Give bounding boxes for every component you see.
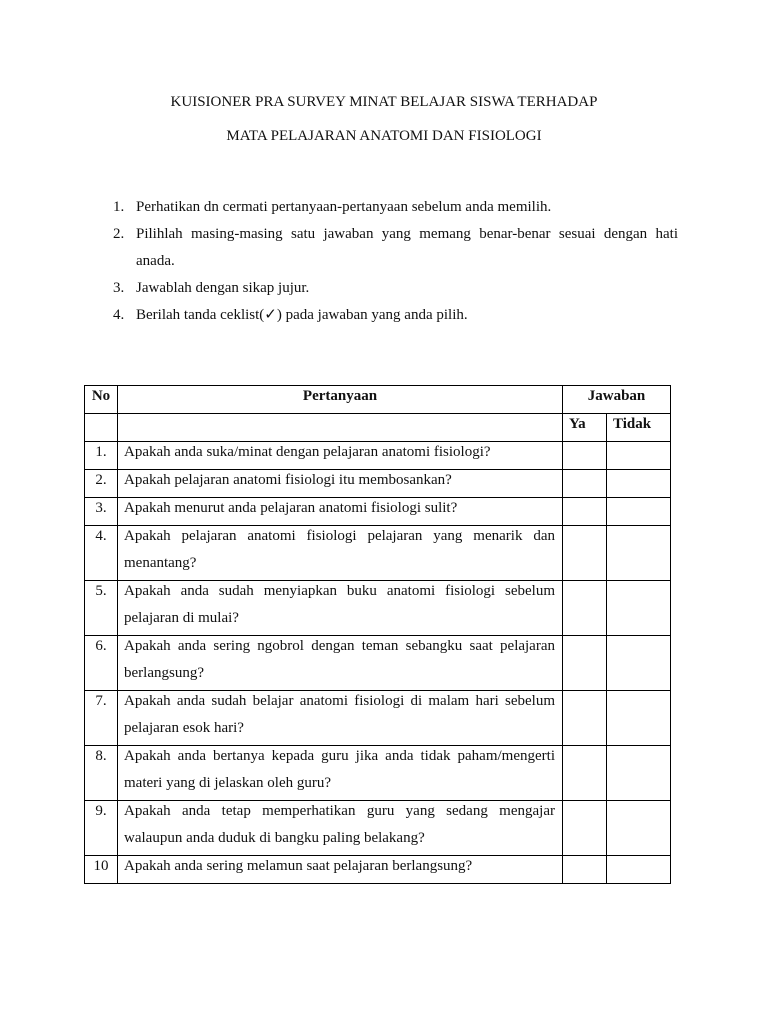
answer-no-cell xyxy=(607,691,671,746)
question-line: Apakah anda sudah menyiapkan buku anatomi fisiologi sebelum xyxy=(124,582,555,599)
question-line: walaupun anda duduk di bangku paling belakang? xyxy=(124,829,425,846)
question-text-cell xyxy=(118,856,563,884)
question-number: 9. xyxy=(95,802,107,819)
question-line: Apakah menurut anda pelajaran anatomi fisiologi sulit? xyxy=(124,499,458,516)
question-line: Apakah anda sering melamun saat pelajaran berlangsung? xyxy=(124,857,473,874)
instruction-line: anada. xyxy=(136,253,175,269)
question-number: 2. xyxy=(95,471,107,488)
question-number-cell xyxy=(85,856,118,884)
answer-yes-cell xyxy=(563,581,607,636)
question-number: 6. xyxy=(95,637,107,654)
instruction-text xyxy=(136,302,678,329)
question-row xyxy=(85,801,671,856)
instruction-item xyxy=(113,221,678,275)
question-line: pelajaran esok hari? xyxy=(124,719,244,736)
question-line: Apakah anda sudah belajar anatomi fisiologi di malam hari sebelum xyxy=(124,692,555,709)
question-line: materi yang di jelaskan oleh guru? xyxy=(124,774,332,791)
header-no-cell xyxy=(607,414,671,442)
question-number-cell xyxy=(85,691,118,746)
answer-yes-cell xyxy=(563,470,607,498)
question-text xyxy=(118,688,562,742)
question-text xyxy=(118,578,562,632)
question-number-cell xyxy=(85,746,118,801)
instruction-list xyxy=(113,194,678,329)
question-line: pelajaran di mulai? xyxy=(124,609,239,626)
instruction-line: Perhatikan dn cermati pertanyaan-pertanyaan sebelum anda memilih. xyxy=(136,199,552,215)
question-row xyxy=(85,746,671,801)
document-title-line-1: KUISIONER PRA SURVEY MINAT BELAJAR SISWA TERHADAP xyxy=(170,94,598,110)
header-answer-cell xyxy=(563,386,671,414)
instruction-number: 1. xyxy=(113,199,125,215)
answer-no-cell xyxy=(607,442,671,470)
question-number: 8. xyxy=(95,747,107,764)
question-line: Apakah anda bertanya kepada guru jika anda tidak paham/mengerti xyxy=(124,747,555,764)
question-number-cell xyxy=(85,801,118,856)
question-text xyxy=(118,798,562,852)
header-question-cell xyxy=(118,386,563,414)
table-header-row xyxy=(85,386,671,414)
header-number-cell xyxy=(85,386,118,414)
question-number: 1. xyxy=(95,443,107,460)
question-text xyxy=(118,467,562,494)
question-row xyxy=(85,691,671,746)
answer-no-cell xyxy=(607,526,671,581)
question-row xyxy=(85,470,671,498)
instruction-number: 4. xyxy=(113,307,125,323)
question-text-cell xyxy=(118,498,563,526)
question-text xyxy=(118,439,562,466)
question-line: Apakah pelajaran anatomi fisiologi pelajaran yang menarik dan xyxy=(124,527,555,544)
instruction-item xyxy=(113,194,678,221)
question-text xyxy=(118,743,562,797)
question-line: Apakah anda tetap memperhatikan guru yang sedang mengajar xyxy=(124,802,555,819)
question-text-cell xyxy=(118,526,563,581)
header-answer: Jawaban xyxy=(587,387,646,404)
instruction-item xyxy=(113,275,678,302)
answer-yes-cell xyxy=(563,801,607,856)
question-text xyxy=(118,853,562,880)
question-text-cell xyxy=(118,746,563,801)
instruction-text xyxy=(136,221,678,275)
question-row xyxy=(85,636,671,691)
question-line: berlangsung? xyxy=(124,664,204,681)
question-text xyxy=(118,523,562,577)
question-number: 3. xyxy=(95,499,107,516)
question-number: 4. xyxy=(95,527,107,544)
answer-yes-cell xyxy=(563,526,607,581)
answer-yes-cell xyxy=(563,856,607,884)
instruction-text xyxy=(136,275,678,302)
answer-no-cell xyxy=(607,801,671,856)
instruction-number: 3. xyxy=(113,280,125,296)
question-text-cell xyxy=(118,691,563,746)
question-text-cell xyxy=(118,636,563,691)
question-row xyxy=(85,581,671,636)
subheader-empty-cell xyxy=(85,414,118,442)
instruction-number: 2. xyxy=(113,226,125,242)
question-text-cell xyxy=(118,581,563,636)
answer-no-cell xyxy=(607,746,671,801)
answer-no-cell xyxy=(607,856,671,884)
question-text-cell xyxy=(118,442,563,470)
answer-yes-cell xyxy=(563,442,607,470)
question-number: 5. xyxy=(95,582,107,599)
questionnaire-table xyxy=(84,385,671,884)
question-text-cell xyxy=(118,470,563,498)
header-yes: Ya xyxy=(569,415,586,432)
instruction-line: Berilah tanda ceklist(✓) pada jawaban yang anda pilih. xyxy=(136,307,468,323)
document-title-line-2: MATA PELAJARAN ANATOMI DAN FISIOLOGI xyxy=(226,128,542,144)
answer-yes-cell xyxy=(563,691,607,746)
instruction-line: Pilihlah masing-masing satu jawaban yang memang benar-benar sesuai dengan hati xyxy=(136,226,678,242)
question-line: Apakah anda suka/minat dengan pelajaran anatomi fisiologi? xyxy=(124,443,491,460)
question-row xyxy=(85,442,671,470)
question-number: 7. xyxy=(95,692,107,709)
instruction-text xyxy=(136,194,678,221)
question-number-cell xyxy=(85,470,118,498)
answer-yes-cell xyxy=(563,746,607,801)
header-no: Tidak xyxy=(613,415,652,432)
answer-yes-cell xyxy=(563,498,607,526)
question-number-cell xyxy=(85,581,118,636)
question-text-cell xyxy=(118,801,563,856)
subheader-empty-cell xyxy=(118,414,563,442)
question-number-cell xyxy=(85,498,118,526)
question-number-cell xyxy=(85,636,118,691)
question-line: Apakah pelajaran anatomi fisiologi itu membosankan? xyxy=(124,471,452,488)
question-number-cell xyxy=(85,526,118,581)
question-number: 10 xyxy=(93,857,109,874)
instruction-line: Jawablah dengan sikap jujur. xyxy=(136,280,310,296)
question-row xyxy=(85,856,671,884)
question-row xyxy=(85,526,671,581)
answer-no-cell xyxy=(607,470,671,498)
answer-no-cell xyxy=(607,636,671,691)
table-subheader-row xyxy=(85,414,671,442)
instruction-item xyxy=(113,302,678,329)
header-yes-cell xyxy=(563,414,607,442)
question-line: Apakah anda sering ngobrol dengan teman sebangku saat pelajaran xyxy=(124,637,555,654)
header-number: No xyxy=(91,387,111,404)
question-row xyxy=(85,498,671,526)
header-question: Pertanyaan xyxy=(302,387,378,404)
question-number-cell xyxy=(85,442,118,470)
answer-yes-cell xyxy=(563,636,607,691)
answer-no-cell xyxy=(607,581,671,636)
question-line: menantang? xyxy=(124,554,197,571)
question-text xyxy=(118,495,562,522)
question-text xyxy=(118,633,562,687)
answer-no-cell xyxy=(607,498,671,526)
